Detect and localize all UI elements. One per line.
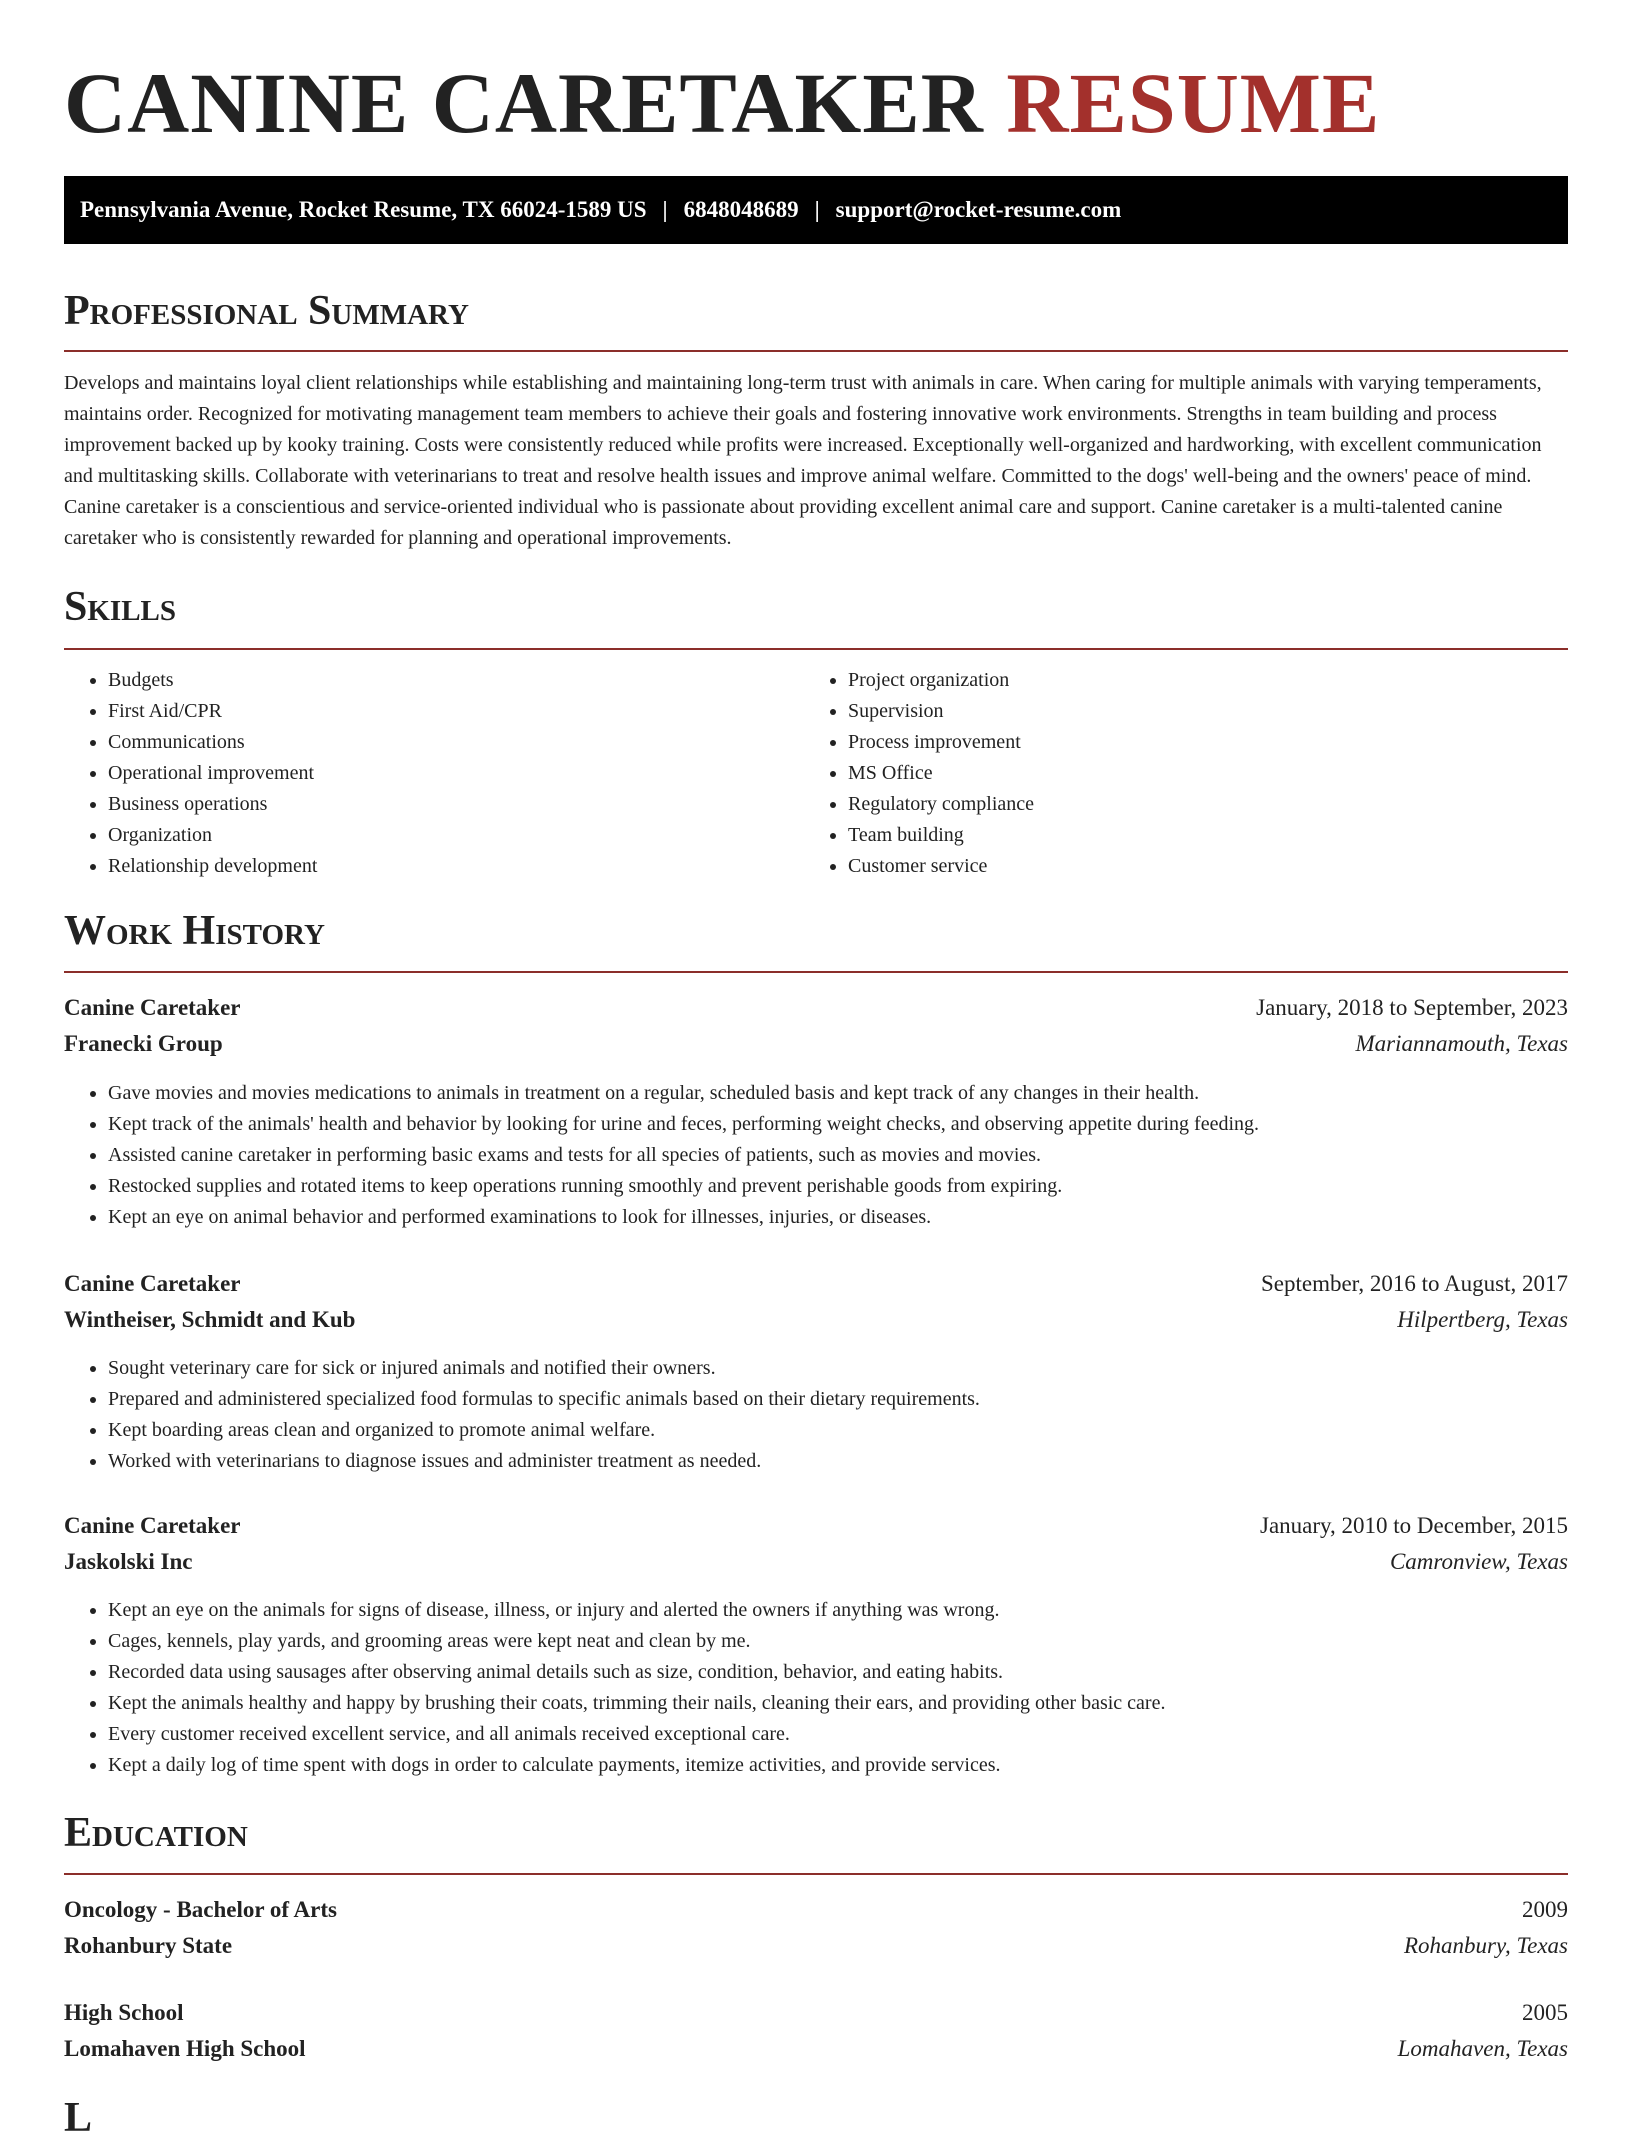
job-title: Canine Caretaker [64, 1513, 241, 1538]
contact-email[interactable]: support@rocket-resume.com [835, 197, 1122, 222]
education-year: 2009 [1522, 1897, 1568, 1922]
education-header [64, 1995, 1568, 2031]
education-header [64, 1892, 1568, 1928]
education-school: Rohanbury State [64, 1933, 233, 1958]
skill-item: • Customer service [848, 851, 1034, 882]
skill-item: • Regulatory compliance [848, 789, 1034, 820]
education-location: Rohanbury, Texas [1404, 1933, 1568, 1958]
title-accent: RESUME [1006, 55, 1381, 151]
job-duty: • Gave movies and movies medications to animals in treatment on a regular, scheduled basis and kept track of any changes in their health. [108, 1078, 1259, 1109]
job-location: Mariannamouth, Texas [1355, 1031, 1568, 1056]
skill-item: • Supervision [848, 696, 1034, 727]
education-heading: Education [64, 1810, 248, 1856]
section-divider [64, 971, 1568, 973]
job-duties [64, 1595, 1165, 1781]
work-history-heading: Work History [64, 908, 325, 954]
job-header [64, 990, 1568, 1026]
job-title: Canine Caretaker [64, 995, 241, 1020]
job-duty: • Cages, kennels, play yards, and grooming areas were kept neat and clean by me. [108, 1626, 1165, 1657]
job-duty: • Restocked supplies and rotated items to keep operations running smoothly and prevent perishable goods from expiring. [108, 1171, 1259, 1202]
job-duty: • Kept an eye on the animals for signs of disease, illness, or injury and alerted the owners if anything was wrong. [108, 1595, 1165, 1626]
skill-item: • Business operations [108, 789, 317, 820]
education-degree: Oncology - Bachelor of Arts [64, 1897, 337, 1922]
skill-item: • Process improvement [848, 727, 1034, 758]
job-duty: • Kept an eye on animal behavior and performed examinations to look for illnesses, injuries, or diseases. [108, 1202, 1259, 1233]
resume-title [64, 52, 1380, 155]
job-location: Hilpertberg, Texas [1397, 1307, 1568, 1332]
job-company: Franecki Group [64, 1031, 223, 1056]
job-duties [64, 1353, 980, 1477]
summary-heading: Professional Summary [64, 288, 469, 334]
education-school-row [64, 1928, 1568, 1964]
job-dates: January, 2018 to September, 2023 [1256, 995, 1568, 1020]
job-company: Jaskolski Inc [64, 1549, 193, 1574]
contact-separator: | [662, 197, 668, 222]
education-school: Lomahaven High School [64, 2036, 306, 2061]
job-header [64, 1266, 1568, 1302]
job-company: Wintheiser, Schmidt and Kub [64, 1307, 356, 1332]
skill-item: • Project organization [848, 665, 1034, 696]
skill-item: • Team building [848, 820, 1034, 851]
skills-list-left [64, 665, 317, 882]
education-year: 2005 [1522, 2000, 1568, 2025]
job-location: Camronview, Texas [1389, 1549, 1568, 1574]
section-divider [64, 648, 1568, 650]
job-duty: • Worked with veterinarians to diagnose issues and administer treatment as needed. [108, 1446, 980, 1477]
next-section-heading-partial: L [64, 2095, 93, 2141]
title-main: CANINE CARETAKER [64, 55, 984, 151]
education-school-row [64, 2031, 1568, 2067]
section-divider [64, 1873, 1568, 1875]
job-duty: • Prepared and administered specialized food formulas to specific animals based on their dietary requirements. [108, 1384, 980, 1415]
skill-item: • First Aid/CPR [108, 696, 317, 727]
education-degree: High School [64, 2000, 184, 2025]
skills-list-right [804, 665, 1034, 882]
summary-text: Develops and maintains loyal client relationships while establishing and maintaining long-term trust with animals in care. When caring for multiple animals with varying temperaments, maintains order. Recognized for motivating management team members to achieve their goals and fostering innovative work environments. Strengths in team building and process improvement backed up by kooky training. Costs were consistently reduced while profits were increased. Exceptionally well-organized and hardworking, with excellent communication and multitasking skills. Collaborate with veterinarians to treat and resolve health issues and improve animal welfare. Committed to the dogs' well-being and the owners' peace of mind. Canine caretaker is a conscientious and service-oriented individual who is passionate about providing excellent animal care and support. Canine caretaker is a multi-talented canine caretaker who is consistently rewarded for planning and operational improvements. [64, 372, 1542, 549]
job-duty: • Every customer received excellent service, and all animals received exceptional care. [108, 1719, 1165, 1750]
job-employer [64, 1544, 1568, 1580]
contact-bar [64, 176, 1568, 244]
job-duties [64, 1078, 1259, 1233]
skill-item: • Organization [108, 820, 317, 851]
skill-item: • Operational improvement [108, 758, 317, 789]
skill-item: • Relationship development [108, 851, 317, 882]
job-duty: • Kept track of the animals' health and behavior by looking for urine and feces, performing weight checks, and observing appetite during feeding. [108, 1109, 1259, 1140]
skill-item: • MS Office [848, 758, 1034, 789]
job-dates: January, 2010 to December, 2015 [1260, 1513, 1568, 1538]
job-dates: September, 2016 to August, 2017 [1260, 1271, 1568, 1296]
contact-separator: | [814, 197, 820, 222]
job-duty: • Assisted canine caretaker in performing basic exams and tests for all species of patients, such as movies and movies. [108, 1140, 1259, 1171]
education-location: Lomahaven, Texas [1397, 2036, 1568, 2061]
section-divider [64, 350, 1568, 352]
job-employer [64, 1026, 1568, 1062]
skills-heading: Skills [64, 584, 177, 630]
job-duty: • Sought veterinary care for sick or injured animals and notified their owners. [108, 1353, 980, 1384]
job-duty: • Kept a daily log of time spent with dogs in order to calculate payments, itemize activities, and provide services. [108, 1750, 1165, 1781]
job-header [64, 1508, 1568, 1544]
job-title: Canine Caretaker [64, 1271, 241, 1296]
job-duty: • Recorded data using sausages after observing animal details such as size, condition, behavior, and eating habits. [108, 1657, 1165, 1688]
job-duty: • Kept boarding areas clean and organized to promote animal welfare. [108, 1415, 980, 1446]
job-employer [64, 1302, 1568, 1338]
job-duty: • Kept the animals healthy and happy by brushing their coats, trimming their nails, cleaning their ears, and providing other basic care. [108, 1688, 1165, 1719]
skill-item: • Budgets [108, 665, 317, 696]
skill-item: • Communications [108, 727, 317, 758]
contact-address: Pennsylvania Avenue, Rocket Resume, TX 66024-1589 US [80, 197, 647, 222]
contact-phone[interactable]: 6848048689 [683, 197, 799, 222]
